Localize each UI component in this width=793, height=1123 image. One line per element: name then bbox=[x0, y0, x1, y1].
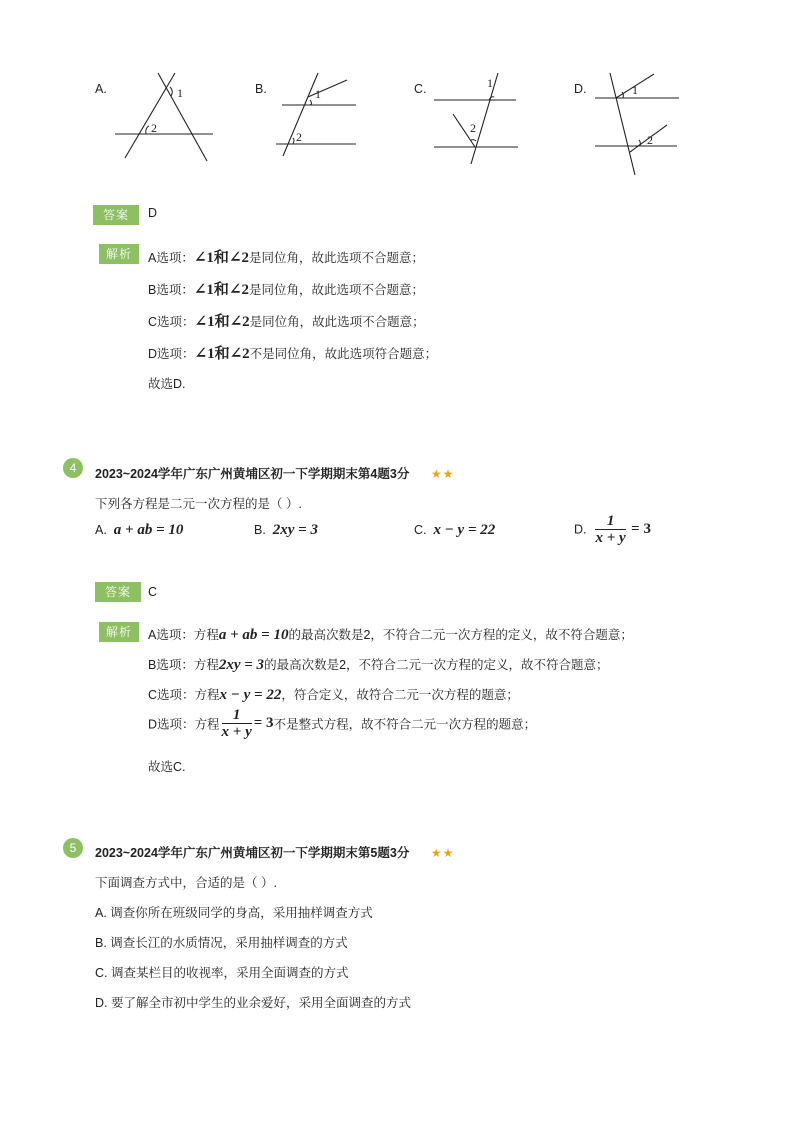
figure-d-angle2: 2 bbox=[647, 133, 653, 147]
difficulty-stars: ★★ bbox=[430, 846, 455, 860]
q3-answer: D bbox=[148, 206, 158, 220]
analysis-tag: 解析 bbox=[99, 244, 139, 264]
analysis-tag: 解析 bbox=[99, 622, 139, 642]
figure-option-d-letter: D. bbox=[574, 82, 587, 96]
fraction: $\frac{1}{x + y}$ bbox=[221, 707, 252, 740]
figure-b-angle2: 2 bbox=[296, 130, 302, 144]
figure-d-diagram bbox=[590, 68, 685, 178]
figure-option-a-letter: A. bbox=[95, 82, 107, 96]
q5-option-d: D. 要了解全市初中学生的业余爱好，采用全面调查的方式 bbox=[95, 996, 411, 1010]
q3-analysis-line-b: B选项：∠1和∠2是同位角，故此选项不合题意； bbox=[148, 282, 424, 298]
figure-option-b-letter: B. bbox=[255, 82, 267, 96]
q4-analysis-line-c: C选项：方程x − y = 22，符合定义，故符合二元一次方程的题意； bbox=[148, 687, 519, 703]
question-number-badge: 5 bbox=[63, 838, 83, 858]
q4-answer: C bbox=[148, 585, 158, 599]
q3-analysis-line-d: D选项：∠1和∠2不是同位角，故此选项符合题意； bbox=[148, 346, 438, 362]
q4-analysis-line-a: A选项：方程a + ab = 10的最高次数是2，不符合二元一次方程的定义，故不符合题意； bbox=[148, 627, 633, 643]
q4-title: 2023~2024学年广东广州黄埔区初一下学期期末第4题3分 ★★ bbox=[95, 467, 455, 481]
q4-stem: 下列各方程是二元一次方程的是（ ）. bbox=[95, 497, 302, 511]
fraction: $\frac{1}{x + y}$ bbox=[595, 513, 626, 546]
q4-analysis-line-b: B选项：方程2xy = 3的最高次数是2，不符合二元一次方程的定义，故不符合题意； bbox=[148, 657, 609, 673]
q5-option-a: A. 调查你所在班级同学的身高，采用抽样调查方式 bbox=[95, 906, 373, 920]
question-number-badge: 4 bbox=[63, 458, 83, 478]
figure-a-angle2: 2 bbox=[151, 121, 157, 135]
q4-option-c: C. x − y = 22 bbox=[414, 522, 496, 538]
q5-option-b: B. 调查长江的水质情况，采用抽样调查的方式 bbox=[95, 936, 348, 950]
q4-analysis-line-d: D选项：方程 $\frac{1}{x + y}$ = 3不是整式方程，故不符合二元一次方程的题意； bbox=[148, 707, 537, 740]
difficulty-stars: ★★ bbox=[430, 467, 455, 481]
figure-option-c-letter: C. bbox=[414, 82, 427, 96]
answer-tag: 答案 bbox=[95, 582, 141, 602]
q4-option-d: D. $\frac{1}{x + y}$ = 3 bbox=[574, 513, 651, 546]
answer-tag: 答案 bbox=[93, 205, 139, 225]
q3-analysis-line-a: A选项：∠1和∠2是同位角，故此选项不合题意； bbox=[148, 250, 424, 266]
figure-a-angle1: 1 bbox=[177, 86, 183, 100]
q5-option-c: C. 调查某栏目的收视率，采用全面调查的方式 bbox=[95, 966, 349, 980]
q4-option-b: B. 2xy = 3 bbox=[254, 522, 318, 538]
figure-c-angle1: 1 bbox=[487, 76, 493, 90]
figure-b-diagram bbox=[270, 70, 365, 160]
q5-title: 2023~2024学年广东广州黄埔区初一下学期期末第5题3分 ★★ bbox=[95, 846, 455, 860]
q3-analysis-line-c: C选项：∠1和∠2是同位角，故此选项不合题意； bbox=[148, 314, 425, 330]
q3-conclusion: 故选D. bbox=[148, 377, 186, 391]
figure-d-angle1: 1 bbox=[632, 83, 638, 97]
figure-c-angle2: 2 bbox=[470, 121, 476, 135]
q4-option-a: A. a + ab = 10 bbox=[95, 522, 184, 538]
figure-c-diagram bbox=[430, 70, 525, 166]
figure-a-diagram bbox=[110, 70, 220, 162]
figure-b-angle1: 1 bbox=[315, 87, 321, 101]
q4-conclusion: 故选C. bbox=[148, 760, 186, 774]
q5-stem: 下面调查方式中，合适的是（ ）. bbox=[95, 876, 277, 890]
